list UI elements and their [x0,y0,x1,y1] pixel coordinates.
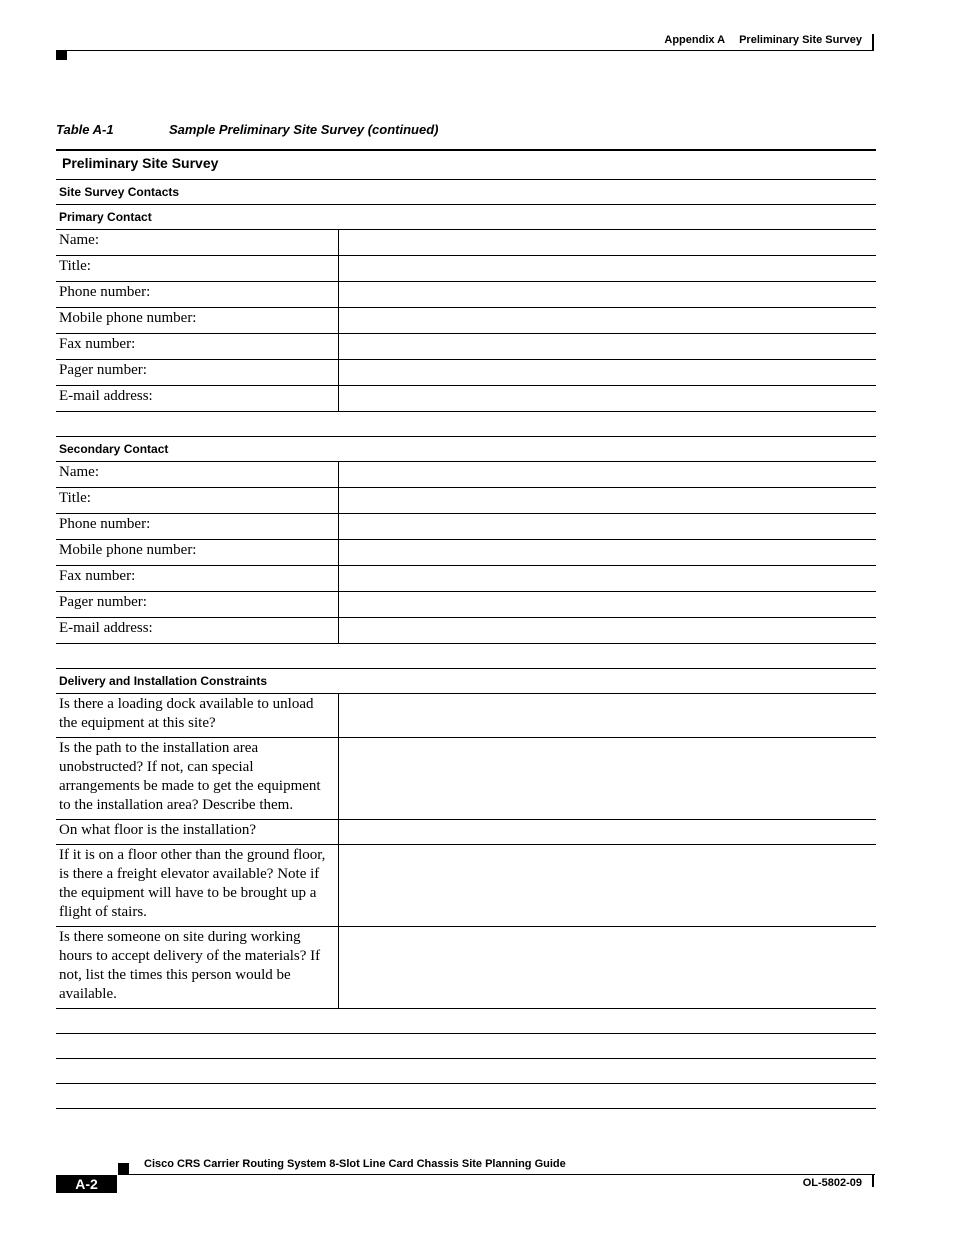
field-value[interactable] [338,282,876,308]
page-number: A-2 [56,1175,117,1193]
header-appendix: Appendix A [664,34,726,46]
field-value[interactable] [338,540,876,566]
field-label: Fax number: [56,566,338,592]
field-value[interactable] [338,360,876,386]
footer-bar [872,1175,874,1187]
header-marker [56,51,67,60]
table-row [56,694,876,738]
question-label: Is there someone on site during working hours to accept delivery of the materials? If not, list the times this person would be available. [56,927,338,1009]
field-label: Title: [56,256,338,282]
answer-field[interactable] [338,820,876,845]
section-heading-delivery: Delivery and Installation Constraints [56,669,876,694]
table-row [56,927,876,1009]
table-row [56,540,876,566]
field-value[interactable] [338,618,876,644]
table-caption [56,122,439,137]
field-label: Mobile phone number: [56,540,338,566]
answer-field[interactable] [338,738,876,820]
header-rule [56,50,874,51]
answer-field[interactable] [338,845,876,927]
answer-field[interactable] [338,694,876,738]
field-value[interactable] [338,462,876,488]
field-label: E-mail address: [56,386,338,412]
header-section: Preliminary Site Survey [739,34,862,46]
field-label: Fax number: [56,334,338,360]
field-label: Mobile phone number: [56,308,338,334]
table-row [56,514,876,540]
field-value[interactable] [338,308,876,334]
field-label: Pager number: [56,592,338,618]
footer-marker [118,1163,129,1174]
site-survey-table [56,149,876,1109]
field-value[interactable] [338,488,876,514]
field-label: Phone number: [56,514,338,540]
caption-title: Sample Preliminary Site Survey (continued) [169,122,439,137]
table-row [56,845,876,927]
section-heading-contacts: Site Survey Contacts [56,180,876,205]
field-value[interactable] [338,230,876,256]
footer-rule [118,1174,875,1175]
table-row [56,230,876,256]
section-heading-primary: Primary Contact [56,205,876,230]
footer-book-title: Cisco CRS Carrier Routing System 8-Slot Line Card Chassis Site Planning Guide [144,1158,566,1170]
field-label: E-mail address: [56,618,338,644]
table-row [56,308,876,334]
answer-field[interactable] [338,927,876,1009]
table-row [56,462,876,488]
field-value[interactable] [338,566,876,592]
caption-label: Table A-1 [56,122,114,137]
question-label: Is the path to the installation area unobstructed? If not, can special arrangements be made to get the equipment to the installation area? Describe them. [56,738,338,820]
question-label: Is there a loading dock available to unload the equipment at this site? [56,694,338,738]
spacer-row [56,644,876,669]
header-bar [872,34,874,50]
field-label: Title: [56,488,338,514]
table-row [56,386,876,412]
table-row [56,618,876,644]
field-label: Phone number: [56,282,338,308]
running-header [664,34,862,46]
section-heading-secondary: Secondary Contact [56,437,876,462]
table-row [56,820,876,845]
blank-row[interactable] [56,1084,876,1109]
field-value[interactable] [338,256,876,282]
spacer-row [56,412,876,437]
table-row [56,282,876,308]
field-label: Name: [56,230,338,256]
survey-title: Preliminary Site Survey [56,150,876,180]
field-value[interactable] [338,592,876,618]
table-row [56,488,876,514]
field-value[interactable] [338,514,876,540]
table-row [56,256,876,282]
table-row [56,738,876,820]
question-label: On what floor is the installation? [56,820,338,845]
field-label: Name: [56,462,338,488]
field-value[interactable] [338,386,876,412]
field-label: Pager number: [56,360,338,386]
blank-row[interactable] [56,1059,876,1084]
question-label: If it is on a floor other than the ground floor, is there a freight elevator available? Note if the equipment will have to be brought up a flight of stairs. [56,845,338,927]
blank-row[interactable] [56,1009,876,1034]
table-row [56,566,876,592]
table-row [56,360,876,386]
table-row [56,334,876,360]
table-row [56,592,876,618]
blank-row[interactable] [56,1034,876,1059]
footer-doc-number: OL-5802-09 [802,1177,862,1189]
field-value[interactable] [338,334,876,360]
